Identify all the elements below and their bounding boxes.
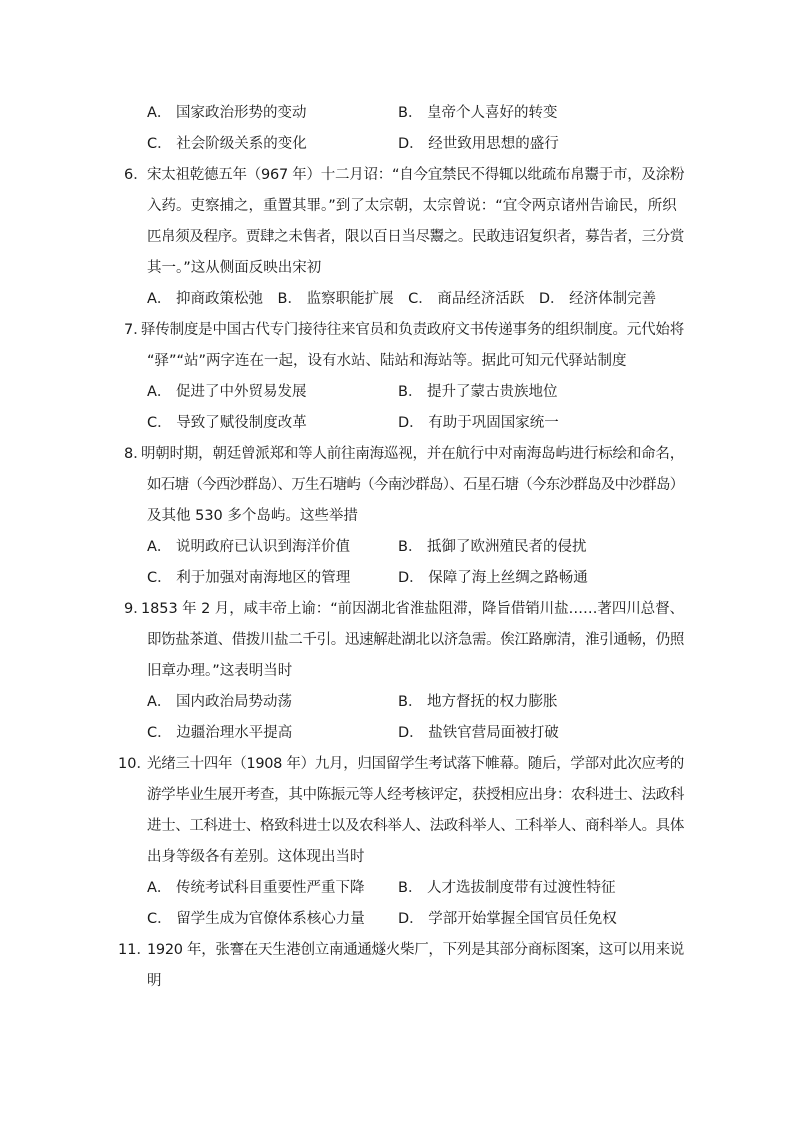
- q8-stem-line-3: 及其他 530 多个岛屿。这些举措: [147, 508, 358, 524]
- q5-option-b: B． 皇帝个人喜好的转变: [398, 105, 558, 121]
- q10-stem-line-4: 出身等级各有差别。这体现出当时: [147, 849, 365, 865]
- q11-number: 11．: [118, 942, 151, 958]
- q8-option-c: C． 利于加强对南海地区的管理: [147, 570, 351, 586]
- q7-stem-line-2: “驿”“站”两字连在一起，设有水站、陆站和海站等。据此可知元代驿站制度: [147, 353, 627, 369]
- q7-option-d: D． 有助于巩固国家统一: [398, 415, 559, 431]
- q9-option-c: C． 边疆治理水平提高: [147, 725, 293, 741]
- q8-stem-line-2: 如石塘（今西沙群岛）、万生石塘屿（今南沙群岛）、石星石塘（今东沙群岛及中沙群岛）: [147, 477, 684, 493]
- q10-number: 10．: [118, 756, 151, 772]
- q10-stem-line-3: 进士、工科进士、格致科进士以及农科举人、法政科举人、工科举人、商科举人。具体: [147, 818, 684, 834]
- q8-option-d: D． 保障了海上丝绸之路畅通: [398, 570, 588, 586]
- q5-option-a: A． 国家政治形势的变动: [147, 105, 307, 121]
- q10-option-a: A． 传统考试科目重要性严重下降: [147, 880, 365, 896]
- q11-stem-line-1: 1920 年，张謇在天生港创立南通通燧火柴厂，下列是其部分商标图案，这可以用来说: [147, 942, 685, 958]
- q6-stem-line-3: 匹帛须及程序。贾肆之未售者，限以百日当尽鬻之。民敢违诏复织者，募告者，三分赏: [147, 229, 684, 245]
- q6-stem-line-1: 宋太祖乾德五年（967 年）十二月诏：“自今宜禁民不得辄以纰疏布帛鬻于市，及涂粉: [147, 167, 685, 183]
- q11-stem-line-2: 明: [147, 973, 162, 989]
- q9-stem-line-1: 1853 年 2 月，咸丰帝上谕：“前因湖北省淮盐阻滞，降旨借销川盐……著四川总督、: [141, 601, 684, 617]
- q5-option-d: D． 经世致用思想的盛行: [398, 136, 559, 152]
- q7-number: 7．: [124, 322, 148, 338]
- q8-option-a: A． 说明政府已认识到海洋价值: [147, 539, 351, 555]
- q7-option-b: B． 提升了蒙古贵族地位: [398, 384, 558, 400]
- q6-stem-line-2: 入药。吏察捕之，重置其罪。”到了太宗朝，太宗曾说：“宜令两京诸州告谕民，所织: [147, 198, 677, 214]
- q5-option-c: C． 社会阶级关系的变化: [147, 136, 307, 152]
- q9-stem-line-3: 旧章办理。”这表明当时: [147, 663, 293, 679]
- q10-option-c: C． 留学生成为官僚体系核心力量: [147, 911, 365, 927]
- q7-option-c: C． 导致了赋役制度改革: [147, 415, 307, 431]
- q8-option-b: B． 抵御了欧洲殖民者的侵扰: [398, 539, 587, 555]
- q8-number: 8．: [124, 446, 148, 462]
- q6-stem-line-4: 其一。”这从侧面反映出宋初: [147, 260, 322, 276]
- q10-option-d: D． 学部开始掌握全国官员任免权: [398, 911, 617, 927]
- q10-stem-line-1: 光绪三十四年（1908 年）九月，归国留学生考试落下帷幕。随后，学部对此次应考的: [147, 756, 685, 772]
- q9-option-a: A． 国内政治局势动荡: [147, 694, 293, 710]
- q10-stem-line-2: 游学毕业生展开考查，其中陈振元等人经考核评定，获授相应出身：农科进士、法政科: [147, 787, 684, 803]
- q6-number: 6．: [124, 167, 148, 183]
- q9-number: 9．: [124, 601, 148, 617]
- q9-stem-line-2: 即饬盐茶道、借拨川盐二千引。迅速解赴湖北以济急需。俟江路廓清，淮引通畅，仍照: [147, 632, 684, 648]
- q8-stem-line-1: 明朝时期，朝廷曾派郑和等人前往南海巡视，并在航行中对南海岛屿进行标绘和命名，: [141, 446, 684, 462]
- q10-option-b: B． 人才选拔制度带有过渡性特征: [398, 880, 616, 896]
- q7-option-a: A． 促进了中外贸易发展: [147, 384, 307, 400]
- q9-option-b: B． 地方督抚的权力膨胀: [398, 694, 558, 710]
- q7-stem-line-1: 驿传制度是中国古代专门接待往来官员和负责政府文书传递事务的组织制度。元代始将: [141, 322, 684, 338]
- q9-option-d: D． 盐铁官营局面被打破: [398, 725, 559, 741]
- q6-options: A． 抑商政策松弛 B． 监察职能扩展 C． 商品经济活跃 D． 经济体制完善: [147, 291, 657, 307]
